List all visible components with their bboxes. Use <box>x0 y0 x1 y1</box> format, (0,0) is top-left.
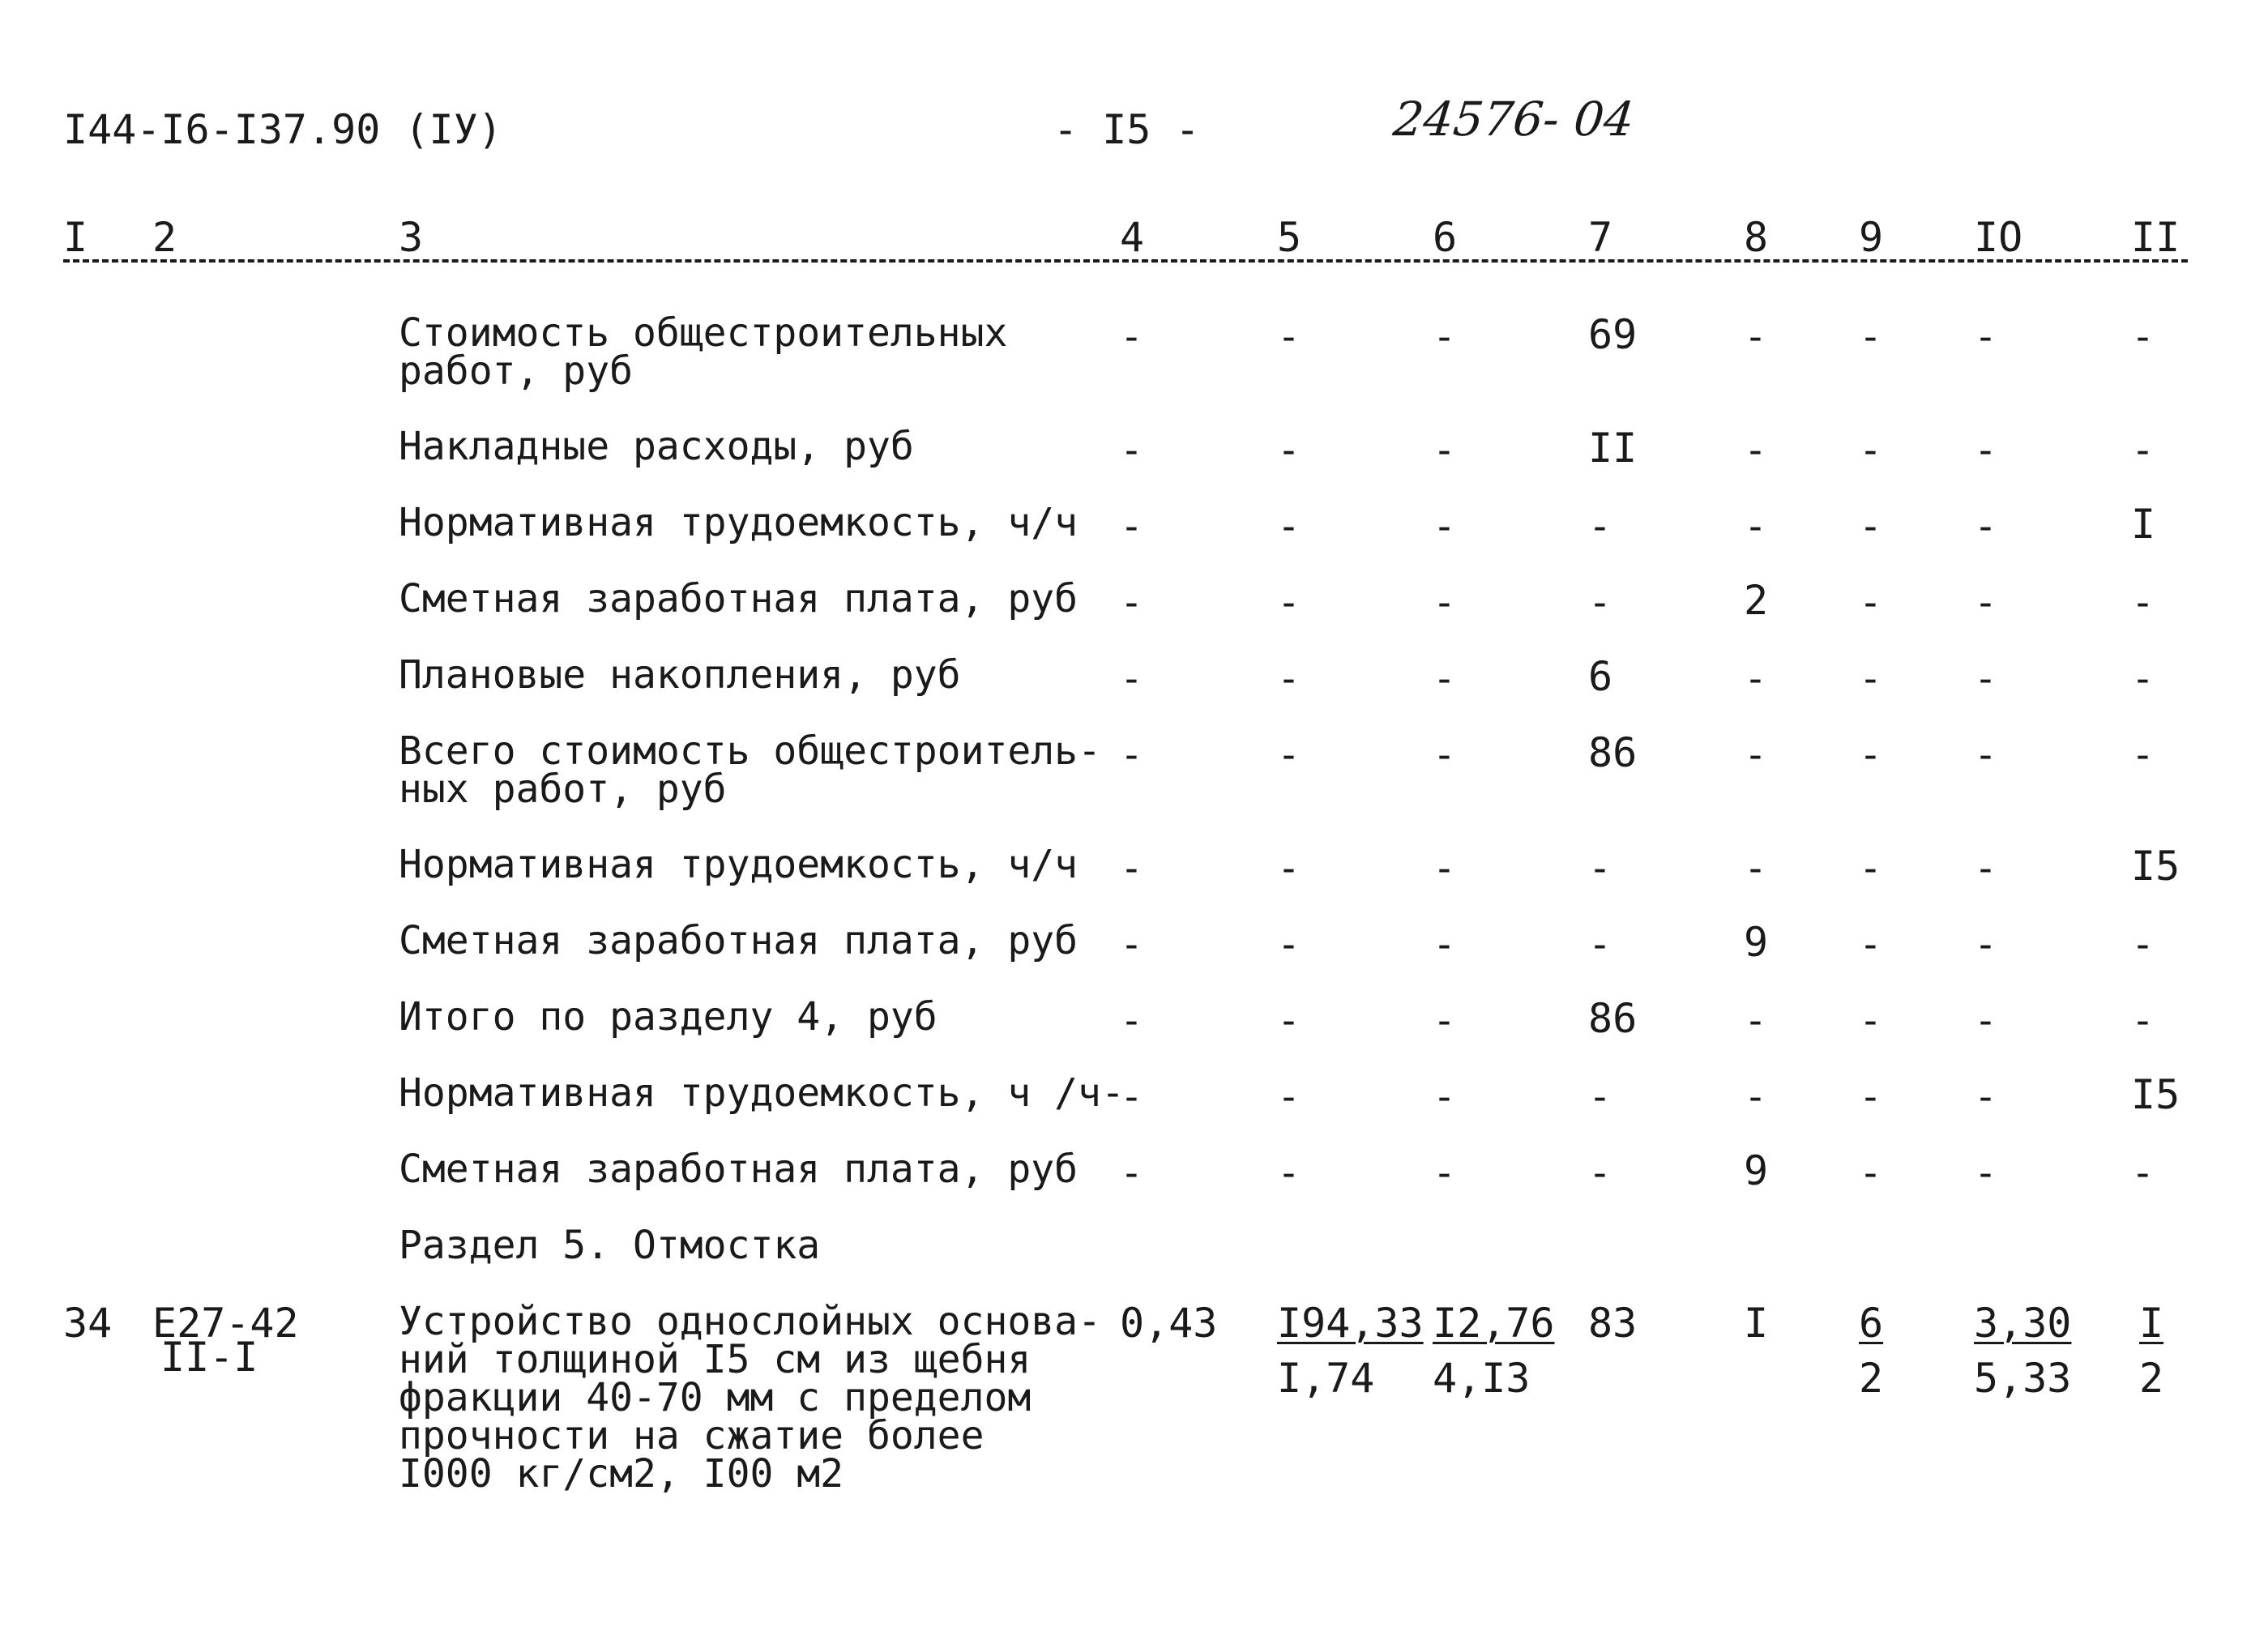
cell-col10: - <box>1974 1074 1997 1120</box>
cell-col5: - <box>1277 1074 1301 1120</box>
cell-col4: - <box>1120 1151 1143 1196</box>
cell-col4: - <box>1120 428 1143 473</box>
column-number: I <box>63 214 88 261</box>
row-description: Сметная заработная плата, руб <box>399 1147 1078 1192</box>
row-description: Стоимость общестроительных работ, руб <box>399 310 1008 394</box>
header-divider <box>63 259 2188 263</box>
page-number: - I5 - <box>1053 106 1200 153</box>
cell-col6: - <box>1433 1151 1456 1196</box>
cell-col8: - <box>1744 428 1767 473</box>
cell-col11: - <box>2131 314 2155 360</box>
column-number: 6 <box>1433 214 1458 261</box>
cell-col5: - <box>1277 922 1301 967</box>
cell-col11: - <box>2131 1151 2155 1196</box>
document-code: I44-I6-I37.90 (IУ) <box>63 106 502 153</box>
cell-col8: 9 <box>1744 919 1769 966</box>
cell-col9: - <box>1859 732 1882 778</box>
cell-col6: - <box>1433 732 1456 778</box>
column-number: 5 <box>1277 214 1302 261</box>
cell-col10: - <box>1974 428 1997 473</box>
cell-col5-bottom: I,74 <box>1277 1355 1375 1402</box>
row-description: Накладные расходы, руб <box>399 424 914 469</box>
cell-col7: - <box>1588 1074 1612 1120</box>
cell-col8: - <box>1744 1074 1767 1120</box>
row-description: Сметная заработная плата, руб <box>399 918 1078 963</box>
cell-col5: - <box>1277 732 1301 778</box>
cell-col10: - <box>1974 580 1997 626</box>
cell-col11: - <box>2131 656 2155 702</box>
cell-col7: 6 <box>1588 653 1613 700</box>
cell-col9: - <box>1859 580 1882 626</box>
cell-col7: 86 <box>1588 729 1638 776</box>
cell-col4: - <box>1120 504 1143 549</box>
item-code-line1: E27-42 <box>152 1300 299 1347</box>
cell-col6: - <box>1433 580 1456 626</box>
cell-col10: - <box>1974 998 1997 1044</box>
cell-col11-top: I <box>2139 1300 2164 1347</box>
cell-col9: - <box>1859 1074 1882 1120</box>
cell-col10: - <box>1974 846 1997 891</box>
cell-col10-bottom: 5,33 <box>1974 1355 2072 1402</box>
cell-col5: - <box>1277 1151 1301 1196</box>
cell-col7: - <box>1588 580 1612 626</box>
cell-col8: - <box>1744 732 1767 778</box>
cell-col9-top: 6 <box>1859 1300 1884 1347</box>
cell-col4: - <box>1120 656 1143 702</box>
cell-col11: I5 <box>2131 1071 2180 1118</box>
cell-col7: 83 <box>1588 1300 1638 1347</box>
cell-col9: - <box>1859 314 1882 360</box>
cell-col11: - <box>2131 428 2155 473</box>
cell-col5: - <box>1277 314 1301 360</box>
cell-col5: - <box>1277 656 1301 702</box>
cell-col6: - <box>1433 504 1456 549</box>
cell-col6-bottom: 4,I3 <box>1433 1355 1531 1402</box>
cell-col8: - <box>1744 314 1767 360</box>
cell-col10: - <box>1974 732 1997 778</box>
row-description: Плановые накопления, руб <box>399 652 961 698</box>
cell-col4: - <box>1120 922 1143 967</box>
cell-col4: - <box>1120 998 1143 1044</box>
cell-col10: - <box>1974 656 1997 702</box>
cell-col5: - <box>1277 846 1301 891</box>
cell-col9-bottom: 2 <box>1859 1355 1884 1402</box>
cell-col7: II <box>1588 425 1638 472</box>
cell-col6: - <box>1433 1074 1456 1120</box>
cell-col11-bottom: 2 <box>2139 1355 2164 1402</box>
row-description: Нормативная трудоемкость, ч/ч <box>399 842 1078 887</box>
cell-col10: - <box>1974 922 1997 967</box>
cell-col6-top: I2,76 <box>1433 1300 1555 1347</box>
cell-col9: - <box>1859 998 1882 1044</box>
row-description: Нормативная трудоемкость, ч /ч- <box>399 1070 1125 1116</box>
cell-col9: - <box>1859 846 1882 891</box>
cell-col11: - <box>2131 922 2155 967</box>
cell-col6: - <box>1433 314 1456 360</box>
cell-col4: - <box>1120 314 1143 360</box>
cell-col10: - <box>1974 1151 1997 1196</box>
cell-col11: - <box>2131 998 2155 1044</box>
cell-col11: I <box>2131 501 2156 548</box>
row-description: Всего стоимость общестроитель- ных работ, руб <box>399 728 1101 812</box>
section-title: Раздел 5. Отмостка <box>399 1223 821 1268</box>
cell-col10: - <box>1974 314 1997 360</box>
cell-col10-top: 3,30 <box>1974 1300 2072 1347</box>
cell-col9: - <box>1859 1151 1882 1196</box>
cell-col6: - <box>1433 922 1456 967</box>
cell-col8: 2 <box>1744 577 1769 624</box>
cell-col11: - <box>2131 580 2155 626</box>
column-number: 8 <box>1744 214 1769 261</box>
cell-col5-top: I94,33 <box>1277 1300 1424 1347</box>
handwritten-number: 24576- 04 <box>1390 92 1637 147</box>
column-number: 2 <box>152 214 177 261</box>
cell-col8: - <box>1744 656 1767 702</box>
cell-col6: - <box>1433 428 1456 473</box>
cell-col4: - <box>1120 1074 1143 1120</box>
cell-col4: - <box>1120 732 1143 778</box>
cell-col8: 9 <box>1744 1147 1769 1194</box>
item-number: 34 <box>63 1300 113 1347</box>
cell-col4: - <box>1120 580 1143 626</box>
cell-col5: - <box>1277 504 1301 549</box>
cell-col9: - <box>1859 922 1882 967</box>
cell-col6: - <box>1433 656 1456 702</box>
cell-col5: - <box>1277 580 1301 626</box>
cell-col7: - <box>1588 1151 1612 1196</box>
cell-col5: - <box>1277 428 1301 473</box>
cell-col8: - <box>1744 504 1767 549</box>
column-number: 4 <box>1120 214 1145 261</box>
column-number: 7 <box>1588 214 1613 261</box>
column-number: 3 <box>399 214 424 261</box>
cell-col7: - <box>1588 846 1612 891</box>
cell-col7: 86 <box>1588 995 1638 1042</box>
cell-col7: 69 <box>1588 311 1638 358</box>
cell-col6: - <box>1433 846 1456 891</box>
cell-col6: - <box>1433 998 1456 1044</box>
row-description: Нормативная трудоемкость, ч/ч <box>399 500 1078 545</box>
cell-col4: 0,43 <box>1120 1300 1218 1347</box>
cell-col10: - <box>1974 504 1997 549</box>
item-code-line2: II-I <box>160 1334 258 1381</box>
cell-col8: - <box>1744 998 1767 1044</box>
cell-col7: - <box>1588 922 1612 967</box>
cell-col7: - <box>1588 504 1612 549</box>
row-description: Сметная заработная плата, руб <box>399 576 1078 621</box>
item-description: Устройство однослойных основа- ний толщиной I5 см из щебня фракции 40-70 мм с пределом прочности на сжатие более I000 кг/см2, I00 м2 <box>399 1299 1101 1497</box>
cell-col5: - <box>1277 998 1301 1044</box>
column-number: 9 <box>1859 214 1884 261</box>
column-number: II <box>2131 214 2180 261</box>
cell-col11: I5 <box>2131 843 2180 890</box>
row-description: Итого по разделу 4, руб <box>399 994 938 1040</box>
cell-col11: - <box>2131 732 2155 778</box>
cell-col8: I <box>1744 1300 1769 1347</box>
cell-col9: - <box>1859 504 1882 549</box>
cell-col4: - <box>1120 846 1143 891</box>
cell-col9: - <box>1859 428 1882 473</box>
cell-col9: - <box>1859 656 1882 702</box>
column-number: IO <box>1974 214 2023 261</box>
cell-col8: - <box>1744 846 1767 891</box>
